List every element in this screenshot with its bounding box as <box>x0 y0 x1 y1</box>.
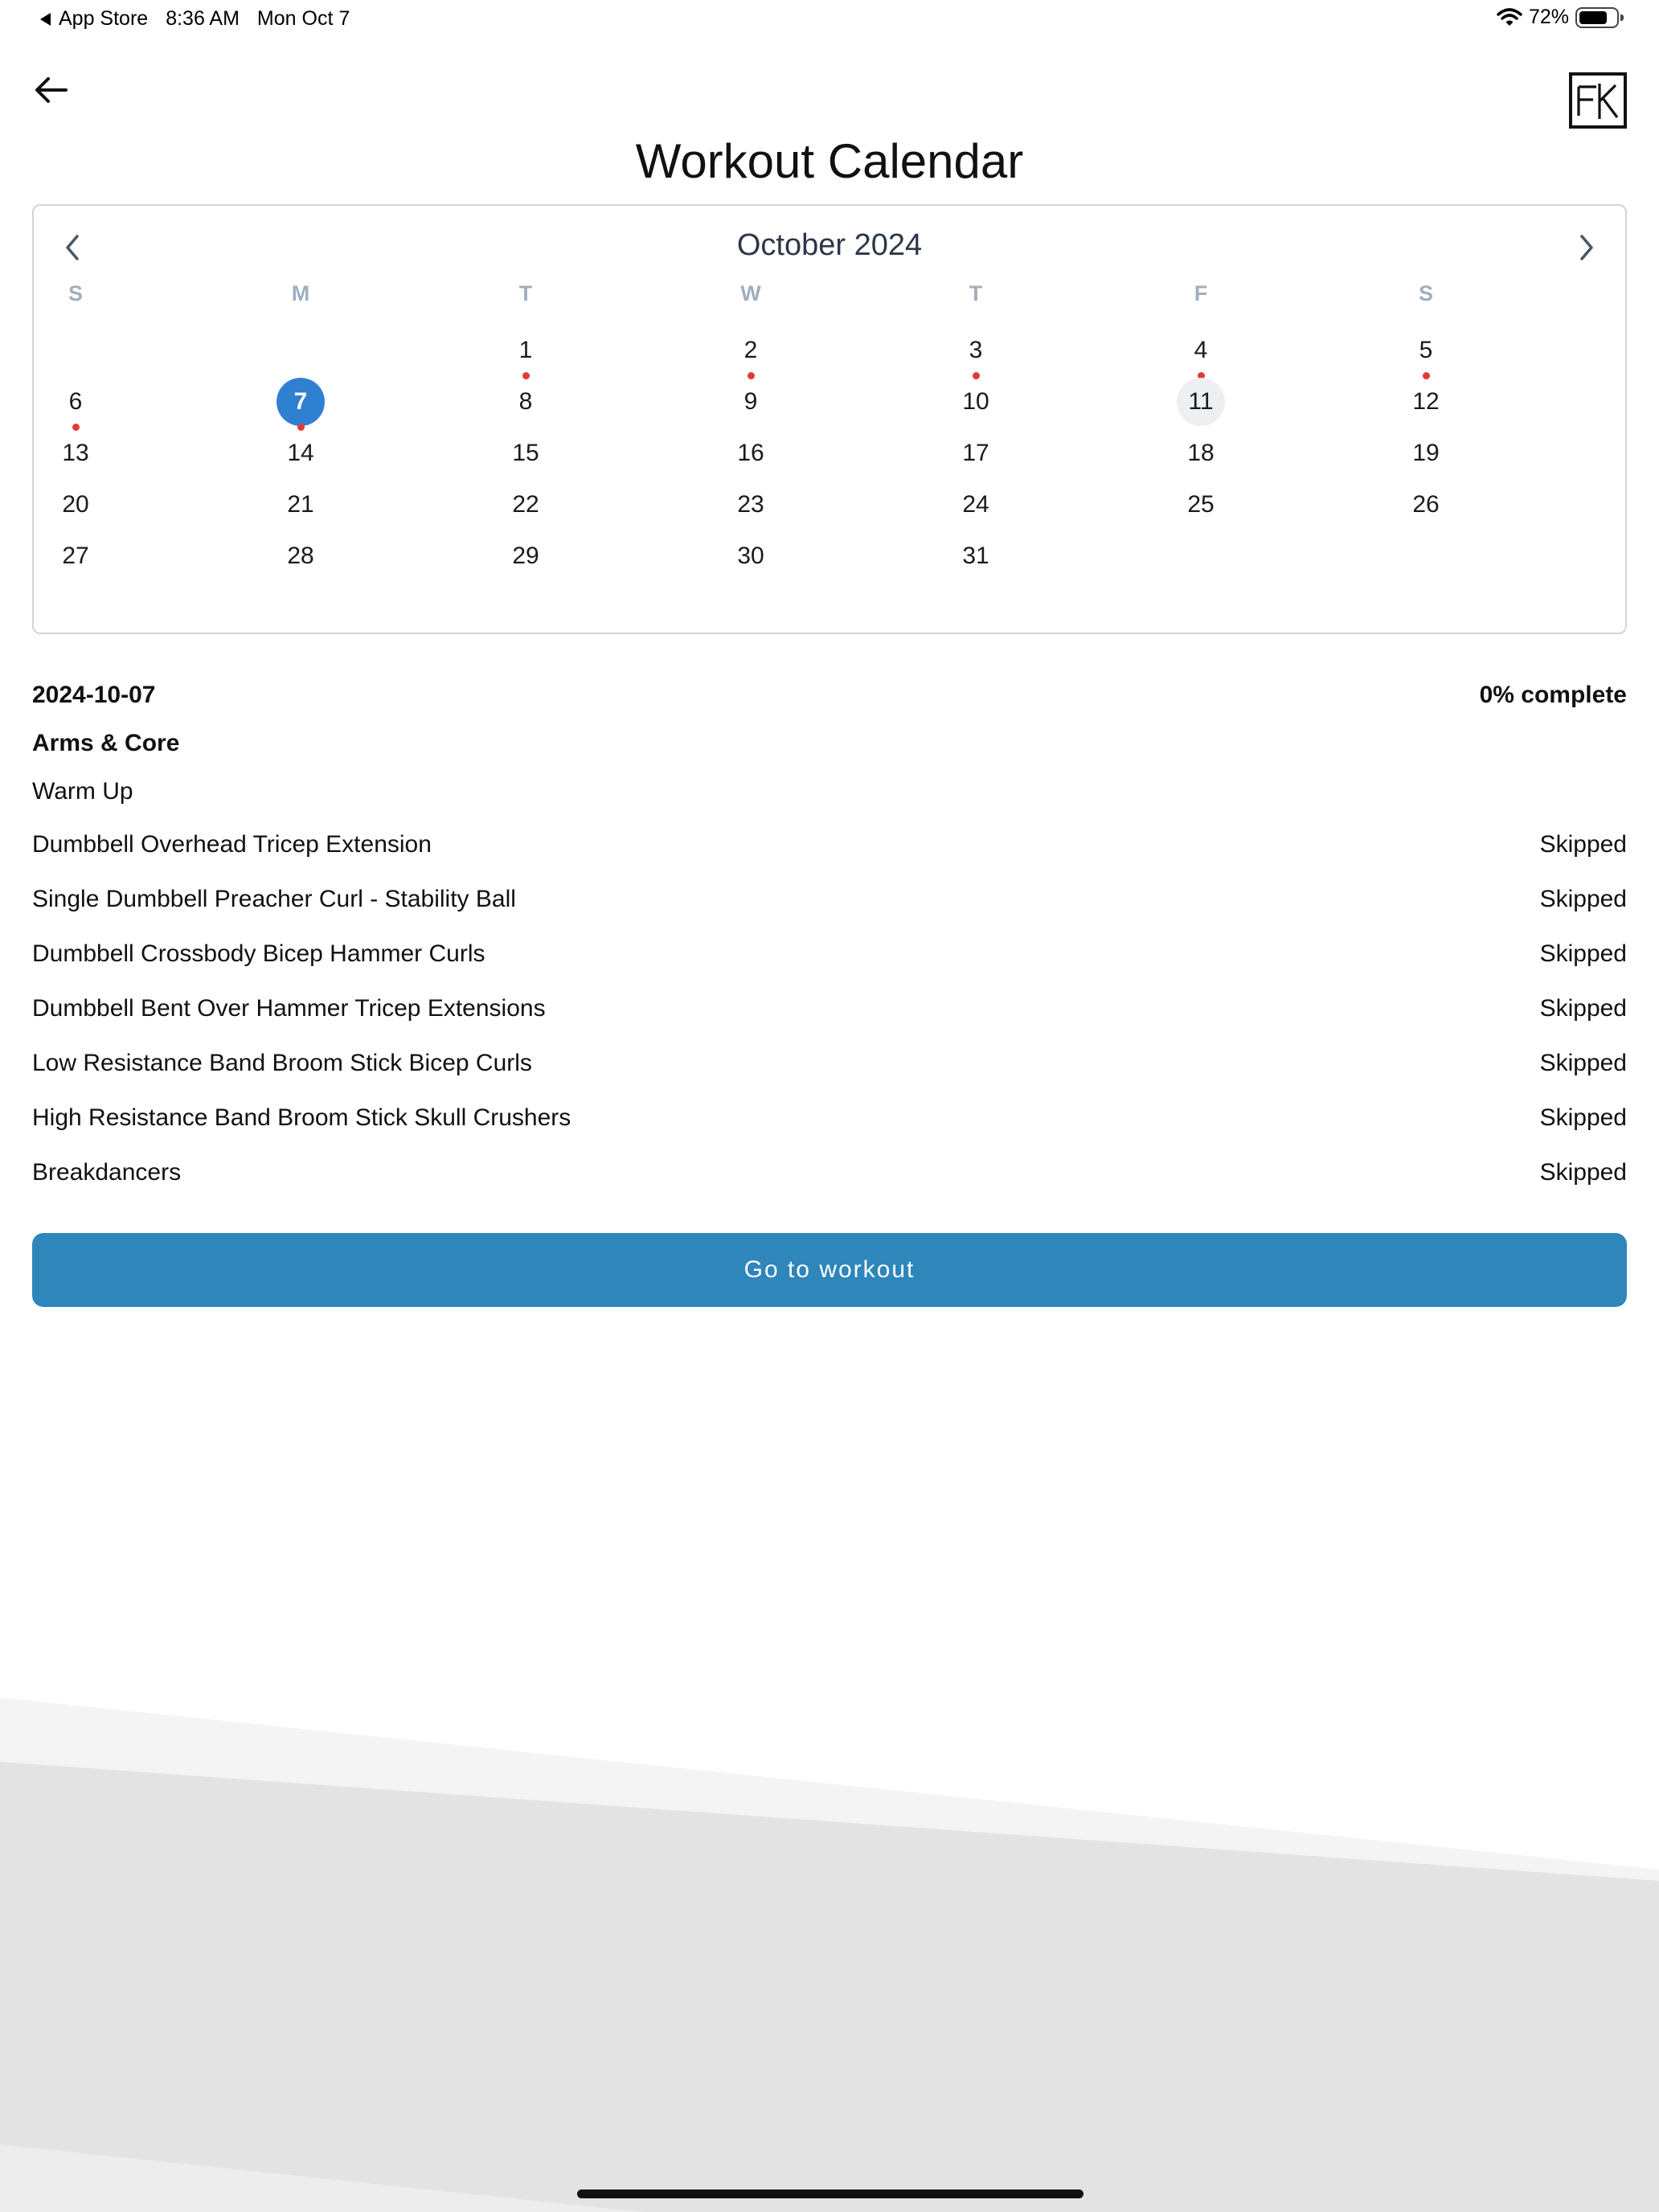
calendar-day[interactable] <box>1177 481 1225 529</box>
calendar-day-number: 24 <box>962 491 989 518</box>
arrow-left-icon[interactable] <box>32 74 69 106</box>
calendar-day-number: 26 <box>1412 491 1440 518</box>
calendar-day[interactable] <box>502 429 550 477</box>
calendar-day-number: 16 <box>737 440 764 466</box>
exercise-row[interactable] <box>32 1050 1627 1104</box>
calendar-day[interactable] <box>1177 429 1225 477</box>
calendar-day[interactable] <box>51 481 100 529</box>
exercise-name: Low Resistance Band Broom Stick Bicep Curls <box>32 1050 532 1076</box>
calendar-day-number: 9 <box>743 388 758 415</box>
status-bar <box>0 0 1659 39</box>
calendar-day-number: 12 <box>1412 388 1440 415</box>
calendar-day-number: 6 <box>68 388 83 415</box>
exercise-row[interactable] <box>32 995 1627 1050</box>
calendar-day-number: 29 <box>512 543 539 569</box>
back-app-label[interactable]: App Store <box>59 7 149 30</box>
calendar-day-number: 2 <box>743 337 758 363</box>
calendar-day[interactable] <box>727 481 775 529</box>
calendar-day[interactable] <box>1402 326 1450 375</box>
chevron-right-icon[interactable] <box>1572 230 1601 265</box>
calendar-day-number: 11 <box>1188 388 1214 415</box>
exercise-status: Skipped <box>1539 1050 1627 1076</box>
calendar-day-number: 21 <box>287 491 314 518</box>
calendar-day[interactable] <box>276 429 325 477</box>
exercise-name: Breakdancers <box>32 1159 182 1186</box>
weekday-label: T <box>969 281 983 305</box>
exercise-status: Skipped <box>1539 995 1627 1022</box>
exercise-status: Skipped <box>1539 886 1627 912</box>
weekday-label: F <box>1194 281 1208 305</box>
calendar-day-number: 27 <box>62 543 89 569</box>
exercise-status: Skipped <box>1539 1104 1627 1131</box>
exercise-row[interactable] <box>32 1159 1627 1214</box>
calendar-day[interactable] <box>276 532 325 580</box>
calendar-day[interactable] <box>952 532 1000 580</box>
calendar-day[interactable] <box>502 326 550 375</box>
calendar-day[interactable] <box>727 326 775 375</box>
status-right <box>1497 6 1619 29</box>
home-indicator[interactable] <box>577 2189 1083 2198</box>
calendar-day[interactable] <box>727 378 775 426</box>
weekday-label: S <box>1418 281 1433 305</box>
calendar-day-number: 18 <box>1187 440 1215 466</box>
warmup-label: Warm Up <box>32 778 133 805</box>
calendar-day-number: 4 <box>1194 337 1208 363</box>
calendar-day-number: 15 <box>512 440 539 466</box>
exercise-name: Dumbbell Crossbody Bicep Hammer Curls <box>32 940 485 967</box>
workout-name: Arms & Core <box>32 730 180 756</box>
calendar-day[interactable] <box>502 481 550 529</box>
calendar-day[interactable] <box>276 378 325 426</box>
exercise-row[interactable] <box>32 886 1627 940</box>
exercise-name: Dumbbell Overhead Tricep Extension <box>32 831 432 858</box>
calendar-day-number: 8 <box>518 388 533 415</box>
status-time: 8:36 AM <box>166 7 240 30</box>
exercise-name: Dumbbell Bent Over Hammer Tricep Extensions <box>32 995 546 1022</box>
calendar-day-number: 1 <box>518 337 533 363</box>
calendar-day[interactable] <box>1402 378 1450 426</box>
calendar-day-number: 10 <box>962 388 989 415</box>
calendar-day-number: 23 <box>737 491 764 518</box>
calendar-day[interactable] <box>1402 481 1450 529</box>
calendar-day[interactable] <box>276 481 325 529</box>
calendar-month-label: October 2024 <box>736 228 923 262</box>
battery-percent: 72% <box>1528 6 1569 28</box>
calendar-day[interactable] <box>51 532 100 580</box>
exercise-row[interactable] <box>32 1104 1627 1159</box>
wifi-icon <box>1497 7 1522 28</box>
calendar-day[interactable] <box>502 532 550 580</box>
calendar-day-number: 3 <box>969 337 983 363</box>
exercise-row[interactable] <box>32 940 1627 995</box>
exercise-name: High Resistance Band Broom Stick Skull Crushers <box>32 1104 571 1131</box>
calendar-day-number: 20 <box>62 491 89 518</box>
calendar-day[interactable] <box>952 378 1000 426</box>
calendar-day-number: 7 <box>293 388 308 415</box>
exercise-name: Single Dumbbell Preacher Curl - Stability Ball <box>32 886 516 912</box>
calendar-day[interactable] <box>51 378 100 426</box>
calendar-day[interactable] <box>1402 429 1450 477</box>
calendar-day[interactable] <box>51 429 100 477</box>
calendar-day-number: 30 <box>737 543 764 569</box>
exercise-list <box>32 831 1627 1214</box>
completion-status: 0% complete <box>1479 682 1627 708</box>
exercise-status: Skipped <box>1539 940 1627 967</box>
weekday-label: M <box>291 281 310 305</box>
weekday-label: W <box>740 281 761 305</box>
calendar-day[interactable] <box>502 378 550 426</box>
calendar-day-number: 25 <box>1187 491 1215 518</box>
battery-icon <box>1575 7 1619 28</box>
status-date: Mon Oct 7 <box>256 7 350 30</box>
selected-date: 2024-10-07 <box>32 682 156 708</box>
back-to-app-icon[interactable] <box>40 13 51 26</box>
calendar-day-number: 13 <box>62 440 89 466</box>
calendar-day-number: 31 <box>962 543 989 569</box>
calendar-day-number: 28 <box>287 543 314 569</box>
calendar-day[interactable] <box>727 532 775 580</box>
status-left <box>40 7 367 31</box>
calendar-day-number: 17 <box>962 440 989 466</box>
fk-logo-icon <box>1569 72 1627 129</box>
weekday-label: T <box>518 281 533 305</box>
calendar-day-number: 5 <box>1419 337 1433 363</box>
calendar-day[interactable] <box>952 481 1000 529</box>
calendar <box>32 204 1627 634</box>
weekday-label: S <box>68 281 83 305</box>
calendar-day[interactable] <box>952 429 1000 477</box>
calendar-day-number: 22 <box>512 491 539 518</box>
exercise-row[interactable] <box>32 831 1627 886</box>
calendar-day[interactable] <box>952 326 1000 375</box>
page-title: Workout Calendar <box>635 134 1024 188</box>
exercise-status: Skipped <box>1539 831 1627 858</box>
calendar-day[interactable] <box>1177 378 1225 426</box>
calendar-day-number: 19 <box>1412 440 1440 466</box>
calendar-day-number: 14 <box>287 440 314 466</box>
exercise-status: Skipped <box>1539 1159 1627 1186</box>
go-to-workout-button[interactable]: Go to workout <box>32 1233 1627 1307</box>
calendar-day[interactable] <box>727 429 775 477</box>
calendar-day[interactable] <box>1177 326 1225 375</box>
